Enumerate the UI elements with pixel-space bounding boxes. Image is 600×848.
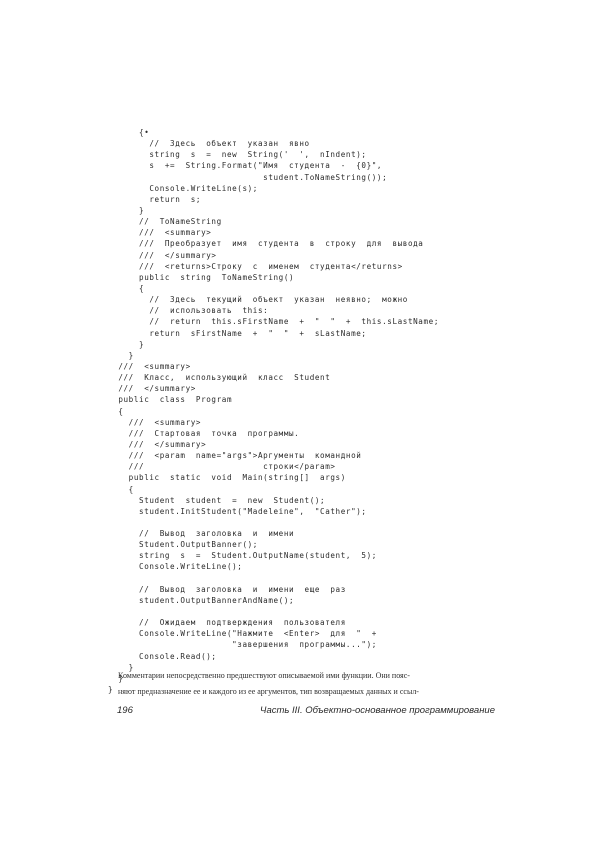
code-line: /// <summary> bbox=[108, 417, 202, 427]
code-line: { bbox=[108, 484, 134, 494]
body-text bbox=[118, 668, 494, 700]
code-line: {• bbox=[108, 128, 150, 137]
code-line: } bbox=[108, 662, 134, 672]
code-line: /// </summary> bbox=[108, 250, 217, 260]
code-line: } bbox=[108, 205, 145, 215]
code-line: Console.WriteLine(); bbox=[108, 562, 243, 572]
code-line: // return this.sFirstName + " " + this.sLastName; bbox=[108, 317, 439, 327]
code-line: // Здесь объект указан явно bbox=[108, 139, 310, 149]
code-line: s += String.Format("Имя студента - {0}", bbox=[108, 161, 383, 171]
code-line: // Вывод заголовка и имени еще раз bbox=[108, 584, 346, 594]
code-line: // Вывод заголовка и имени bbox=[108, 529, 295, 539]
code-line bbox=[108, 573, 439, 584]
code-line: Student.OutputBanner(); bbox=[108, 540, 258, 550]
code-line: } bbox=[108, 685, 114, 695]
running-title: Часть III. Объектно-основанное программирование bbox=[260, 705, 495, 716]
code-line: // ToNameString bbox=[108, 217, 222, 227]
code-line: Console.Read(); bbox=[108, 651, 217, 661]
code-line: // Здесь текущий объект указан неявно; можно bbox=[108, 295, 408, 305]
code-line: /// Класс, использующий класс Student bbox=[108, 373, 331, 383]
code-line: /// </summary> bbox=[108, 384, 196, 394]
code-line: } bbox=[108, 350, 134, 360]
code-line: "завершения программы..."); bbox=[108, 640, 377, 650]
code-line: } bbox=[108, 673, 124, 683]
body-text-line: няют предназначение ее и каждого из ее аргументов, тип возвращаемых данных и ссыл- bbox=[118, 687, 419, 696]
code-line bbox=[108, 606, 439, 617]
code-line: } bbox=[108, 339, 145, 349]
code-line: return sFirstName + " " + sLastName; bbox=[108, 328, 367, 338]
code-listing bbox=[108, 127, 439, 695]
code-line: Console.WriteLine(s); bbox=[108, 183, 258, 193]
code-line: Console.WriteLine("Нажмите <Enter> для " + bbox=[108, 629, 377, 639]
code-line: /// строки</param> bbox=[108, 462, 336, 472]
page-number: 196 bbox=[117, 705, 133, 716]
code-line: public static void Main(string[] args) bbox=[108, 473, 346, 483]
code-line: return s; bbox=[108, 194, 202, 204]
code-line: string s = Student.OutputName(student, 5); bbox=[108, 551, 377, 561]
body-text-line: Комментарии непосредственно предшествуют описываемой ими функции. Они пояс- bbox=[118, 671, 410, 680]
code-line: { bbox=[108, 283, 145, 293]
code-line: Student student = new Student(); bbox=[108, 495, 326, 505]
code-line: public string ToNameString() bbox=[108, 272, 295, 282]
code-line: /// <param name="args">Аргументы командной bbox=[108, 451, 362, 461]
code-line: string s = new String(' ', nIndent); bbox=[108, 150, 367, 160]
code-line: /// Стартовая точка программы. bbox=[108, 428, 300, 438]
code-line: public class Program bbox=[108, 395, 233, 405]
code-line: // использовать this: bbox=[108, 306, 269, 316]
code-line: /// </summary> bbox=[108, 439, 207, 449]
code-line bbox=[108, 517, 439, 528]
code-line: /// <returns>Строку с именем студента</returns> bbox=[108, 261, 403, 271]
code-line: /// Преобразует имя студента в строку для вывода bbox=[108, 239, 424, 249]
code-line: { bbox=[108, 406, 124, 416]
code-line: student.ToNameString()); bbox=[108, 172, 388, 182]
code-line: student.InitStudent("Madeleine", "Cather"); bbox=[108, 506, 367, 516]
code-line: // Ожидаем подтверждения пользователя bbox=[108, 618, 346, 628]
code-line: /// <summary> bbox=[108, 228, 212, 238]
code-line: /// <summary> bbox=[108, 361, 191, 371]
code-line: student.OutputBannerAndName(); bbox=[108, 595, 295, 605]
